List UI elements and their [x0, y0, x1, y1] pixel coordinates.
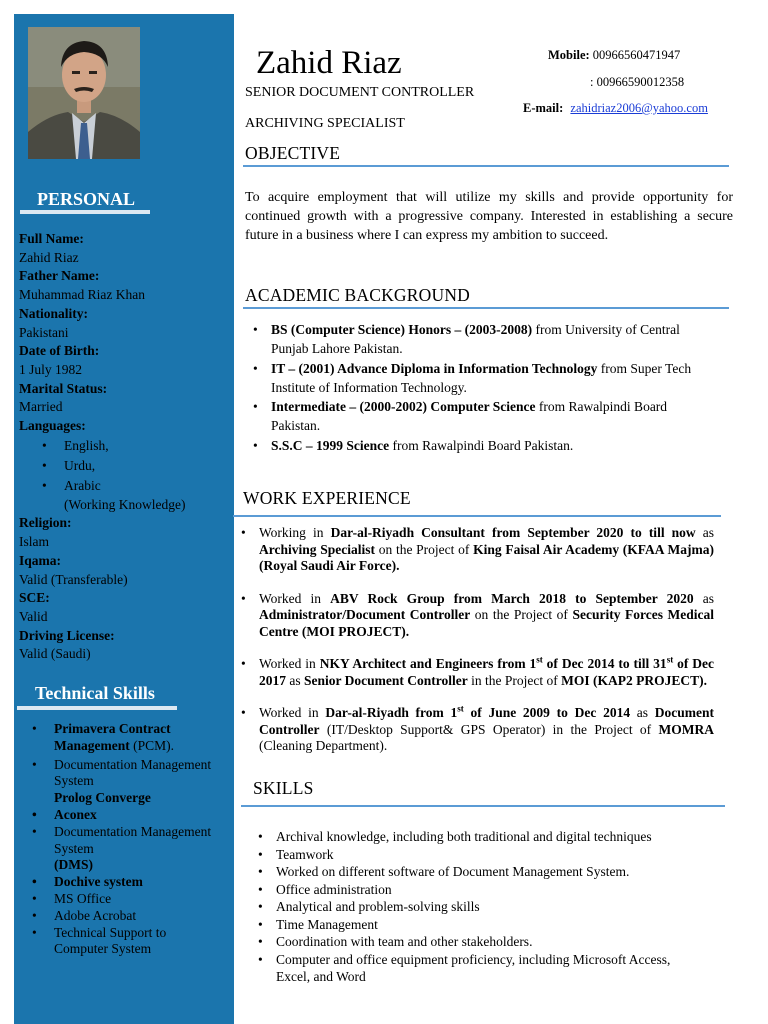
- nationality-value: Pakistani: [19, 324, 69, 340]
- skill-item: • Teamwork: [276, 846, 696, 864]
- work-list: [259, 525, 714, 771]
- father-name-label: Father Name:: [19, 268, 100, 284]
- religion-value: Islam: [19, 534, 49, 550]
- job-title: SENIOR DOCUMENT CONTROLLER: [245, 85, 475, 100]
- work-item: • Worked in Dar-al-Riyadh from 1st of June 2009 to Dec 2014 as Document Controller (IT/Desktop Support& GPS Operator) in the Project of MOMRA (Cleaning Department).: [259, 705, 714, 755]
- skill-item: • Worked on different software of Document Management System.: [276, 863, 696, 881]
- academic-heading: ACADEMIC BACKGROUND: [245, 285, 470, 305]
- skill-item: • Office administration: [276, 881, 696, 899]
- personal-heading: PERSONAL: [37, 189, 136, 209]
- dob-value: 1 July 1982: [19, 361, 83, 377]
- sce-label: SCE:: [19, 590, 50, 606]
- tech-skill-item: • Adobe Acrobat: [54, 908, 220, 925]
- skills-list: [276, 828, 696, 986]
- tech-skill-item: • MS Office: [54, 891, 220, 908]
- languages-list: [19, 436, 219, 496]
- work-item: • Worked in NKY Architect and Engineers from 1st of Dec 2014 to till 31st of Dec 2017 as Senior Document Controller in the Project of MOI (KAP2 PROJECT).: [259, 656, 714, 689]
- objective-rule: [243, 165, 729, 167]
- academic-item: • S.S.C – 1999 Science from Rawalpindi Board Pakistan.: [271, 436, 711, 455]
- academic-item: • Intermediate – (2000-2002) Computer Science from Rawalpindi Board Pakistan.: [271, 397, 711, 436]
- tech-skill-item: • Documentation Management System (DMS): [54, 824, 220, 874]
- license-label: Driving License:: [19, 627, 115, 643]
- mobile-line-2: : 00966590012358: [590, 75, 685, 89]
- work-rule: [233, 515, 721, 517]
- academic-item: • IT – (2001) Advance Diploma in Information Technology from Super Tech Institute of Information Technology.: [271, 359, 711, 398]
- academic-list: [271, 320, 711, 455]
- tech-skill-item: • Documentation Management System Prolog Converge: [54, 757, 220, 807]
- skill-item: • Analytical and problem-solving skills: [276, 898, 696, 916]
- profile-photo-image: [28, 27, 140, 159]
- email-label: E-mail:: [523, 101, 564, 115]
- nationality-label: Nationality:: [19, 305, 88, 321]
- technical-skills-heading: Technical Skills: [35, 683, 155, 703]
- academic-rule: [243, 307, 729, 309]
- skills-rule: [241, 805, 725, 807]
- mobile-line-1: [548, 48, 680, 63]
- arabic-note: (Working Knowledge): [64, 496, 186, 512]
- skill-item: • Computer and office equipment proficiency, including Microsoft Access, Excel, and Word: [276, 951, 696, 986]
- father-name-value: Muhammad Riaz Khan: [19, 287, 145, 303]
- skill-item: • Archival knowledge, including both traditional and digital techniques: [276, 828, 696, 846]
- personal-heading-rule: [20, 210, 150, 214]
- marital-value: Married: [19, 399, 63, 415]
- full-name-label: Full Name:: [19, 231, 84, 246]
- work-item: • Working in Dar-al-Riyadh Consultant from September 2020 to till now as Archiving Specialist on the Project of King Faisal Air Academy (KFAA Majma) (Royal Saudi Air Force).: [259, 525, 714, 575]
- candidate-name: Zahid Riaz: [256, 45, 402, 81]
- language-item: • English,: [64, 436, 219, 456]
- language-item: • Urdu,: [64, 456, 219, 476]
- work-heading: WORK EXPERIENCE: [243, 488, 411, 508]
- marital-label: Marital Status:: [19, 380, 108, 396]
- full-name-value: Zahid Riaz: [19, 249, 79, 265]
- tech-skill-item: • Aconex: [54, 807, 220, 824]
- license-value: Valid (Saudi): [19, 646, 91, 662]
- objective-heading: OBJECTIVE: [245, 143, 341, 163]
- objective-text: To acquire employment that will utilize my skills and provide opportunity for continued growth with a progressive company. Interested in establishing a secure future in a business where I can express my ambition to succeed.: [245, 190, 733, 243]
- dob-label: Date of Birth:: [19, 343, 100, 359]
- job-title-secondary: ARCHIVING SPECIALIST: [245, 116, 405, 131]
- languages-label: Languages:: [19, 418, 86, 434]
- email-line: [523, 101, 708, 116]
- iqama-value: Valid (Transferable): [19, 571, 128, 587]
- tech-skill-item: • Dochive system: [54, 874, 220, 891]
- skill-item: • Coordination with team and other stakeholders.: [276, 933, 696, 951]
- mobile-label: Mobile:: [548, 48, 590, 62]
- academic-item: • BS (Computer Science) Honors – (2003-2008) from University of Central Punjab Lahore Pakistan.: [271, 320, 711, 359]
- personal-details: [19, 230, 219, 664]
- tech-skill-item: • Technical Support to Computer System: [54, 925, 220, 959]
- work-item: • Worked in ABV Rock Group from March 2018 to September 2020 as Administrator/Document Controller on the Project of Security Forces Medical Centre (MOI PROJECT).: [259, 591, 714, 641]
- email-link[interactable]: zahidriaz2006@yahoo.com: [570, 101, 708, 115]
- mobile-number: 00966560471947: [592, 48, 681, 62]
- skills-heading: SKILLS: [253, 778, 314, 798]
- tech-skill-item: • Primavera Contract Management (PCM).: [54, 721, 220, 755]
- iqama-label: Iqama:: [19, 552, 62, 568]
- sce-value: Valid: [19, 608, 48, 624]
- language-item: • Arabic: [64, 476, 219, 496]
- profile-photo: [28, 27, 140, 159]
- technical-skills-rule: [17, 706, 177, 710]
- technical-skills-list: [30, 721, 220, 958]
- skill-item: • Time Management: [276, 916, 696, 934]
- religion-label: Religion:: [19, 515, 72, 531]
